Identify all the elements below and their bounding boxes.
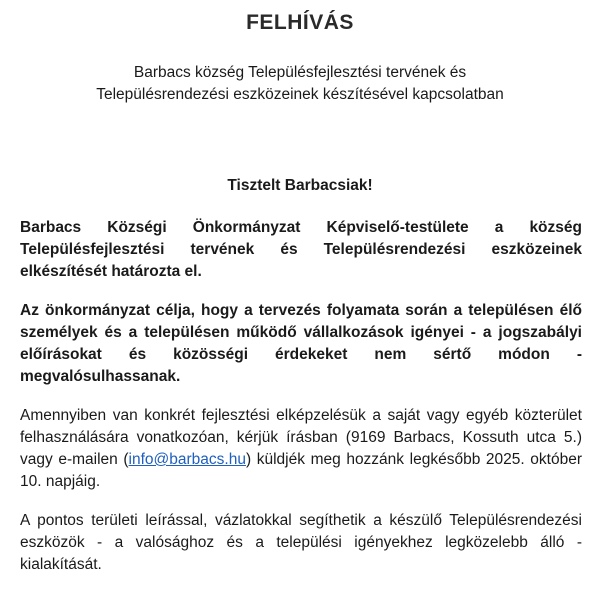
greeting: Tisztelt Barbacsiak! bbox=[227, 177, 373, 194]
paragraph-goal: Az önkormányzat célja, hogy a tervezés folyamata során a településen élő személyek és a településen működő vállalkozások igényei - a jogszabályi előírásokat és közösségi érdekeket nem sértő módon - megvalósulhassanak. bbox=[20, 302, 582, 385]
subtitle-line-1: Barbacs község Településfejlesztési tervének és bbox=[133, 64, 467, 81]
paragraph-help: A pontos területi leírással, vázlatokkal segíthetik a készülő Településrendezési eszközök - a valósághoz és a települési igényekhez legközelebb álló - kialakítását. bbox=[20, 512, 582, 573]
paragraph-request-text-before: Amennyiben van konkrét fejlesztési elképzelésük a saját vagy egyéb közterület felhasználására vonatkozóan, kérjük írásban (9169 Barbacs, Kossuth utca 5.) vagy e-mailen ( bbox=[20, 407, 582, 468]
subtitle-line-2: Településrendezési eszközeinek készítésével kapcsolatban bbox=[96, 86, 504, 103]
paragraph-decision: Barbacs Községi Önkormányzat Képviselő-testülete a község Településfejlesztési tervének és Településrendezési eszközeinek elkészítését határozta el. bbox=[20, 219, 582, 280]
paragraph-request-text-after: ) küldjék meg hozzánk legkésőbb 2025. október 10. napjáig. bbox=[20, 451, 582, 490]
document-title: FELHÍVÁS bbox=[246, 11, 354, 34]
paragraph-request bbox=[20, 405, 582, 493]
document-subtitle bbox=[0, 62, 600, 106]
email-link[interactable]: info@barbacs.hu bbox=[128, 451, 246, 468]
